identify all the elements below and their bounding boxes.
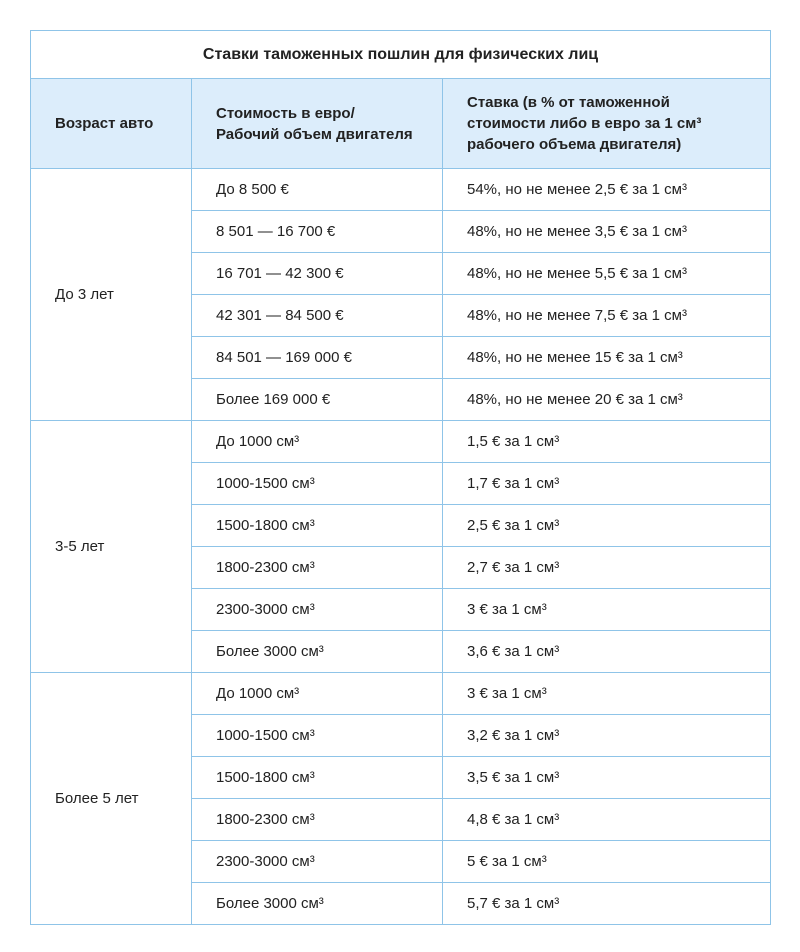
header-age: Возраст авто (31, 79, 192, 169)
header-value: Стоимость в евро/ Рабочий объем двигателя (192, 79, 443, 169)
value-cell: 1500-1800 см³ (192, 505, 443, 547)
table-header-row (31, 79, 771, 169)
value-cell: 84 501 — 169 000 € (192, 337, 443, 379)
rate-cell: 2,7 € за 1 см³ (443, 547, 771, 589)
value-cell: 1800-2300 см³ (192, 547, 443, 589)
rate-cell: 1,5 € за 1 см³ (443, 421, 771, 463)
rate-cell: 3,6 € за 1 см³ (443, 631, 771, 673)
value-cell: Более 3000 см³ (192, 631, 443, 673)
table-body (31, 169, 771, 925)
rate-cell: 3,2 € за 1 см³ (443, 715, 771, 757)
customs-duty-document (30, 30, 770, 925)
value-cell: 2300-3000 см³ (192, 841, 443, 883)
rate-cell: 3 € за 1 см³ (443, 589, 771, 631)
value-cell: 16 701 — 42 300 € (192, 253, 443, 295)
rate-cell: 48%, но не менее 15 € за 1 см³ (443, 337, 771, 379)
age-group-cell: 3-5 лет (31, 421, 192, 673)
rate-cell: 3 € за 1 см³ (443, 673, 771, 715)
value-cell: До 1000 см³ (192, 421, 443, 463)
table-row (31, 169, 771, 211)
value-cell: До 1000 см³ (192, 673, 443, 715)
value-cell: 8 501 — 16 700 € (192, 211, 443, 253)
table-row (31, 673, 771, 715)
rate-cell: 5,7 € за 1 см³ (443, 883, 771, 925)
value-cell: 42 301 — 84 500 € (192, 295, 443, 337)
rate-cell: 1,7 € за 1 см³ (443, 463, 771, 505)
value-cell: 1800-2300 см³ (192, 799, 443, 841)
rate-cell: 48%, но не менее 7,5 € за 1 см³ (443, 295, 771, 337)
value-cell: 1500-1800 см³ (192, 757, 443, 799)
rate-cell: 48%, но не менее 20 € за 1 см³ (443, 379, 771, 421)
customs-duty-table (30, 30, 771, 925)
rate-cell: 5 € за 1 см³ (443, 841, 771, 883)
rate-cell: 48%, но не менее 5,5 € за 1 см³ (443, 253, 771, 295)
rate-cell: 3,5 € за 1 см³ (443, 757, 771, 799)
rate-cell: 2,5 € за 1 см³ (443, 505, 771, 547)
header-rate: Ставка (в % от таможенной стоимости либо в евро за 1 см³ рабочего объема двигателя) (443, 79, 771, 169)
value-cell: 1000-1500 см³ (192, 715, 443, 757)
value-cell: Более 3000 см³ (192, 883, 443, 925)
table-title-row (31, 31, 771, 79)
table-title: Ставки таможенных пошлин для физических лиц (31, 31, 771, 79)
value-cell: 1000-1500 см³ (192, 463, 443, 505)
value-cell: 2300-3000 см³ (192, 589, 443, 631)
age-group-cell: Более 5 лет (31, 673, 192, 925)
rate-cell: 48%, но не менее 3,5 € за 1 см³ (443, 211, 771, 253)
value-cell: До 8 500 € (192, 169, 443, 211)
age-group-cell: До 3 лет (31, 169, 192, 421)
rate-cell: 54%, но не менее 2,5 € за 1 см³ (443, 169, 771, 211)
table-row (31, 421, 771, 463)
rate-cell: 4,8 € за 1 см³ (443, 799, 771, 841)
value-cell: Более 169 000 € (192, 379, 443, 421)
